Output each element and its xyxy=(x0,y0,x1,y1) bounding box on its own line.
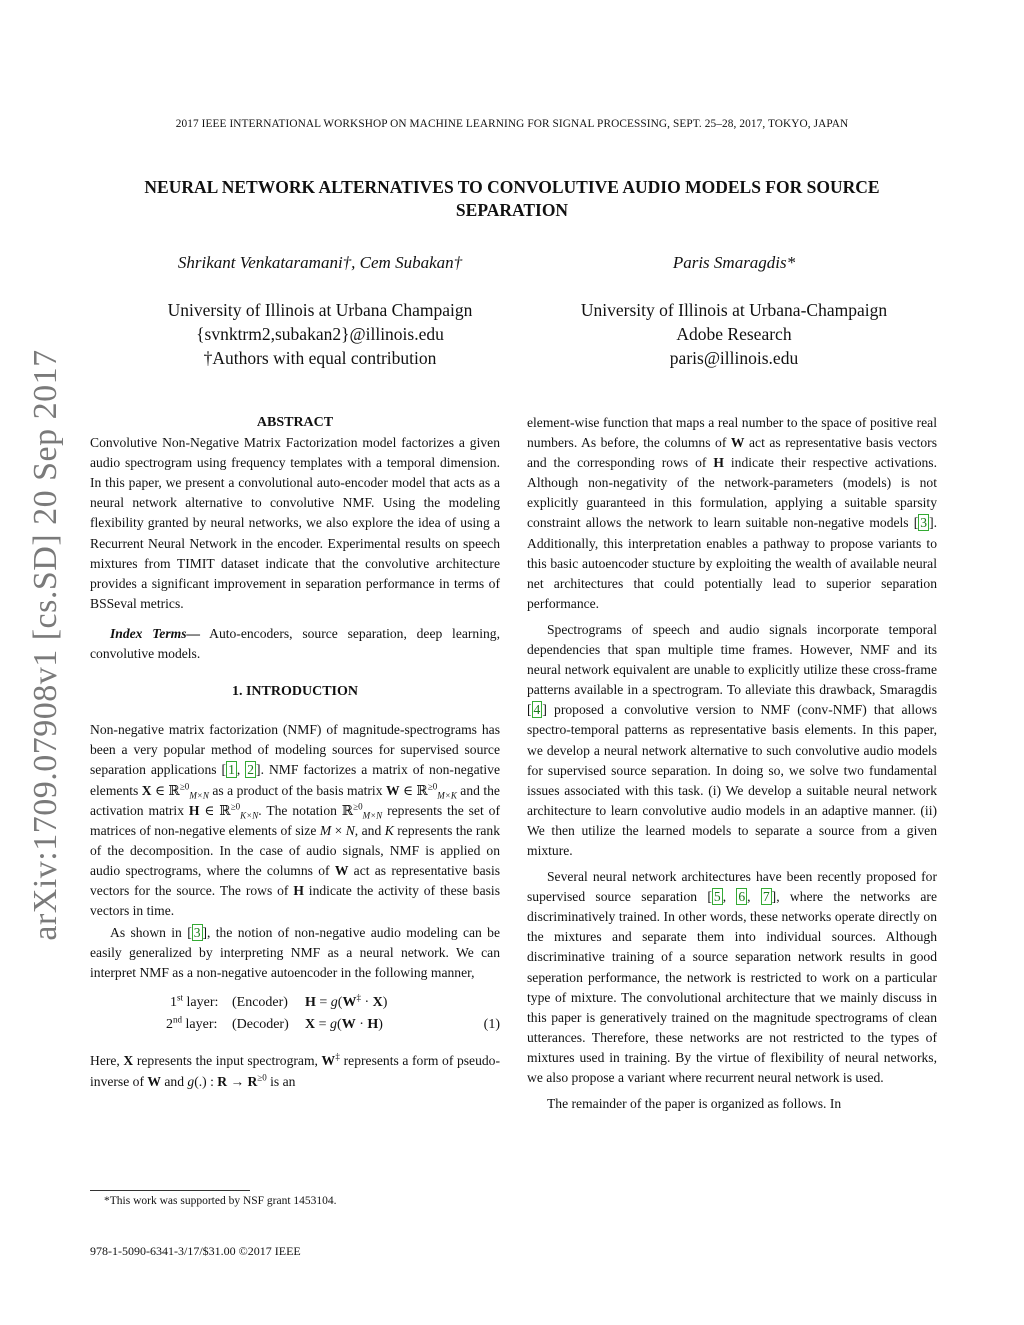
eq-layer2-label: 2nd layer: xyxy=(166,1014,218,1033)
affiliation-right xyxy=(504,298,964,370)
right-paragraph-3: Several neural network architectures have been recently proposed for supervised source separation [ 5 , 6 , 7 ], where the networks are discriminatively trained. In other words, these networks operate directly on the mixtures and separate them into individual sources. Although discriminative training of a source separation network results in good seperation performance, the network is restricted to work on a particular type of mixture. The convolutional architecture that we mainly discuss in this paper is generatively trained on the magnitude spectrograms of clean utterances. Therefore, these networks are not restricted to the types of mixtures used in training. By the virtue of flexibility of neural networks, we also propose a variant where recurrent neural network is used. xyxy=(527,869,937,1085)
eq-number: (1) xyxy=(483,1017,500,1033)
left-column xyxy=(90,413,500,1092)
citation-link[interactable]: 7 xyxy=(762,889,770,905)
authors-left: Shrikant Venkataramani†, Cem Subakan† xyxy=(177,253,463,272)
affil-right-org: Adobe Research xyxy=(676,324,792,344)
citation-link[interactable]: 6 xyxy=(738,889,746,905)
right-paragraph-4: The remainder of the paper is organized as follows. In xyxy=(547,1096,842,1112)
affiliation-left xyxy=(90,298,550,370)
title-line-2: SEPARATION xyxy=(455,200,569,220)
authors-right: Paris Smaragdis* xyxy=(672,253,796,272)
citation-link[interactable]: 4 xyxy=(533,702,541,718)
eq-layer1-label: 1st layer: xyxy=(170,992,219,1011)
conference-header: 2017 IEEE INTERNATIONAL WORKSHOP ON MACHINE LEARNING FOR SIGNAL PROCESSING, SEPT. 25–28, 2017, TOKYO, JAPAN xyxy=(175,118,849,130)
index-terms-text: Auto-encoders, source separation, deep learning, convolutive models. xyxy=(90,625,500,662)
footnote-rule xyxy=(90,1190,250,1191)
abstract-text: Convolutive Non-Negative Matrix Factorization model factorizes a given audio spectrogram using frequency templates with a temporal dimension. In this paper, we present a convolutional auto-encoder model that acts as a neural network alternative to convolutive NMF. Using the modeling flexibility granted by neural networks, we also explore the idea of using a Recurrent Neural Network in the encoder. Experimental results on speech mixtures from TIMIT dataset indicate that the convolutive architecture provides a significant improvement in separation performance in terms of BSSeval metrics. xyxy=(90,435,500,611)
equation-block xyxy=(90,993,500,1037)
eq-layer2-name: (Decoder) xyxy=(232,1017,289,1033)
eq-layer1-formula: H = g(W‡ · X) xyxy=(305,992,388,1011)
intro-heading: 1. INTRODUCTION xyxy=(231,684,358,700)
equation-row-2 xyxy=(90,1015,500,1037)
affil-left-email: {svnktrm2,subakan2}@illinois.edu xyxy=(196,324,444,344)
citation-link[interactable]: 3 xyxy=(193,925,201,941)
index-terms xyxy=(90,624,500,664)
copyright-line: 978-1-5090-6341-3/17/$31.00 ©2017 IEEE xyxy=(90,1244,301,1258)
intro-paragraph-3: Here, X represents the input spectrogram, W‡ represents a form of pseudo-inverse of W and g(.) : $R \to R^{\ge 0}$ is an xyxy=(90,1051,501,1089)
right-paragraph-2: Spectrograms of speech and audio signals incorporate temporal dependencies that span multiple time frames. However, NMF and its neural network equivalent are unable to explicitly utilize these cross-frame patterns available in a spectrogram. To alleviate this drawback, Smaragdis [ 4 ] proposed a convolutive version to NMF (conv-NMF) that allows spectro-temporal patterns as representative basis elements. In this paper, we develop a neural network alternative to such convolutive audio models for supervised source separation. In doing so, we solve two fundamental issues associated with this task. (i) We develop a suitable neural network architecture to learn convolutive audio models in an adaptive manner. (ii) We then utilize the learned models to separate a source from a given mixture. xyxy=(527,621,937,858)
citation-link[interactable]: 5 xyxy=(713,889,721,905)
intro-paragraph-2: As shown in [ 3 ], the notion of non-negative audio modeling can be easily generalized by interpreting NMF as a neural network. We can interpret NMF as a non-negative autoencoder in the following manner, xyxy=(90,925,500,981)
eq-layer1-name: (Encoder) xyxy=(232,995,288,1011)
citation-link[interactable]: 1 xyxy=(228,762,235,778)
affil-right-university: University of Illinois at Urbana-Champaign xyxy=(580,300,888,320)
intro-paragraph-1: Non-negative matrix factorization (NMF) of magnitude-spectrograms has been a very popular method of modeling sources for supervised source separation applications [ 1 , 2 ]. NMF factorizes a matrix of non-negative elements X ∈ ℝ$^{\ge 0}_{M\times N}$ as a product of the basis matrix W ∈ ℝ$^{\ge 0}_{M\times K}$ and the activation matrix H ∈ ℝ$^{\ge 0}_{K\times N}$. The notation ℝ$^{\ge 0}_{M\times N}$ represents the set of matrices of non-negative elements of size M × N, and K represents the rank of the decomposition. In the case of audio signals, NMF is applied on audio spectrograms, where the columns of W act as representative basis vectors for the source. The rows of H indicate the activity of these basis vectors in time. xyxy=(90,722,501,919)
title-line-1: NEURAL NETWORK ALTERNATIVES TO CONVOLUTIVE AUDIO MODELS FOR SOURCE xyxy=(144,177,880,197)
arxiv-stamp: arXiv:1709.07908v1 [cs.SD] 20 Sep 2017 xyxy=(27,349,64,941)
paper-title xyxy=(80,176,944,222)
citation-link[interactable]: 2 xyxy=(247,762,255,778)
eq-layer2-formula: X = g(W · H) xyxy=(305,1017,383,1033)
equation-row-1 xyxy=(90,993,500,1015)
affil-right-email: paris@illinois.edu xyxy=(669,348,799,368)
right-paragraph-1: element-wise function that maps a real number to the space of positive real numbers. As before, the columns of W act as representative basis vectors and the corresponding rows of H indicate their respective activations. Although non-negativity of the network-parameters (models) is not explicitly guaranteed in this formulation, applying a suitable sparsity constraint allows the network to learn suitable non-negative models [ 3 ]. Additionally, this interpretation enables a pathway to propose variants to this basic autoencoder stucture by exploiting the wealth of available neural net architectures that could potentially lead to superior separation performance. xyxy=(527,415,937,611)
citation-link[interactable]: 3 xyxy=(920,515,928,531)
index-terms-label: Index Terms— xyxy=(110,625,201,641)
footnote: *This work was supported by NSF grant 1453104. xyxy=(104,1195,337,1207)
abstract-heading: ABSTRACT xyxy=(256,415,334,430)
affil-left-note: †Authors with equal contribution xyxy=(203,348,437,368)
affil-left-university: University of Illinois at Urbana Champaign xyxy=(167,300,473,320)
right-column xyxy=(527,413,937,1114)
